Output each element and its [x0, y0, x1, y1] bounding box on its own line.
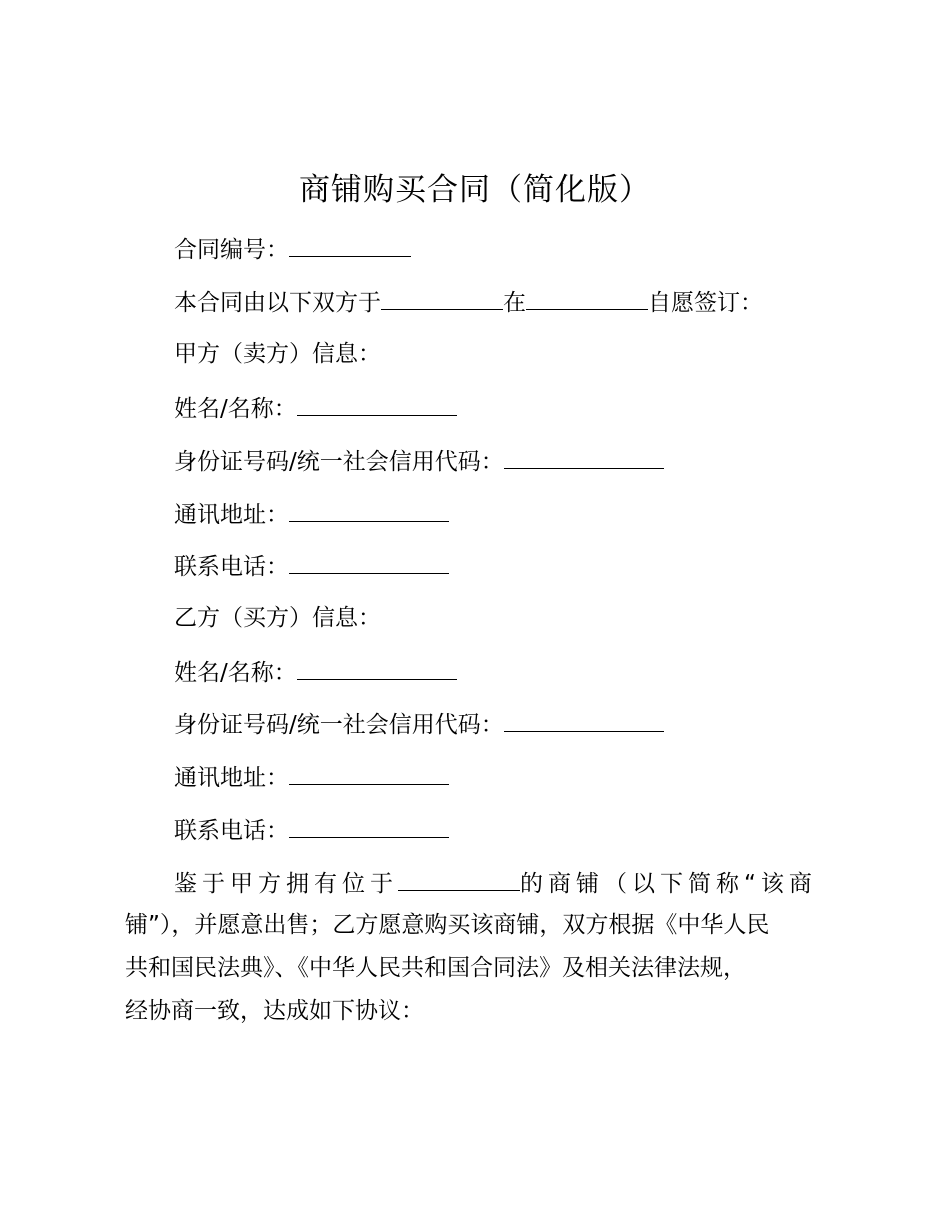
page-title: 商铺购买合同（简化版） [299, 172, 651, 208]
party-a-phone-line [174, 549, 449, 583]
signing-middle: 在 [503, 290, 526, 316]
party-a-address-label: 通讯地址： [174, 502, 289, 528]
party-b-address-blank[interactable] [289, 760, 449, 785]
signing-prefix: 本合同由以下双方于 [174, 290, 381, 316]
party-a-name-blank[interactable] [297, 391, 457, 416]
party-a-id-label: 身份证号码/统一社会信用代码： [174, 449, 504, 475]
party-b-phone-blank[interactable] [289, 813, 449, 838]
signing-date-blank[interactable] [381, 285, 503, 310]
party-b-name-label: 姓名/名称： [174, 660, 297, 686]
party-a-heading: 甲方（卖方）信息： [174, 341, 381, 367]
contract-number-line [174, 232, 411, 266]
party-a-address-blank[interactable] [289, 497, 449, 522]
party-b-id-blank[interactable] [504, 707, 664, 732]
signing-line [174, 285, 763, 319]
party-b-name-line [174, 655, 457, 689]
party-a-address-line [174, 497, 449, 531]
preamble-line-2: 铺”），并愿意出售；乙方愿意购买该商铺，双方根据《中华人民 [125, 912, 770, 938]
party-a-name-line [174, 391, 457, 425]
signing-place-blank[interactable] [526, 285, 648, 310]
party-a-id-blank[interactable] [504, 444, 664, 469]
party-b-phone-line [174, 813, 449, 847]
preamble-line1-prefix: 鉴于甲方拥有位于 [174, 871, 398, 897]
party-b-id-label: 身份证号码/统一社会信用代码： [174, 712, 504, 738]
party-b-id-line [174, 707, 664, 741]
contract-number-blank[interactable] [289, 232, 411, 257]
party-a-id-line [174, 444, 664, 478]
signing-suffix: 自愿签订： [648, 290, 763, 316]
party-a-phone-label: 联系电话： [174, 554, 289, 580]
party-a-phone-blank[interactable] [289, 549, 449, 574]
preamble-line-4: 经协商一致，达成如下协议： [125, 998, 424, 1024]
party-b-address-label: 通讯地址： [174, 765, 289, 791]
party-b-phone-label: 联系电话： [174, 818, 289, 844]
party-a-name-label: 姓名/名称： [174, 396, 297, 422]
party-b-name-blank[interactable] [297, 655, 457, 680]
shop-location-blank[interactable] [398, 866, 520, 891]
party-b-heading: 乙方（买方）信息： [174, 605, 381, 631]
preamble-line-1 [125, 866, 835, 900]
contract-number-label: 合同编号： [174, 237, 289, 263]
preamble-line-3: 共和国民法典》、《中华人民共和国合同法》及相关法律法规， [125, 955, 746, 981]
preamble-line1-suffix: 的商铺（以下简称“该商 [520, 871, 817, 897]
party-b-address-line [174, 760, 449, 794]
